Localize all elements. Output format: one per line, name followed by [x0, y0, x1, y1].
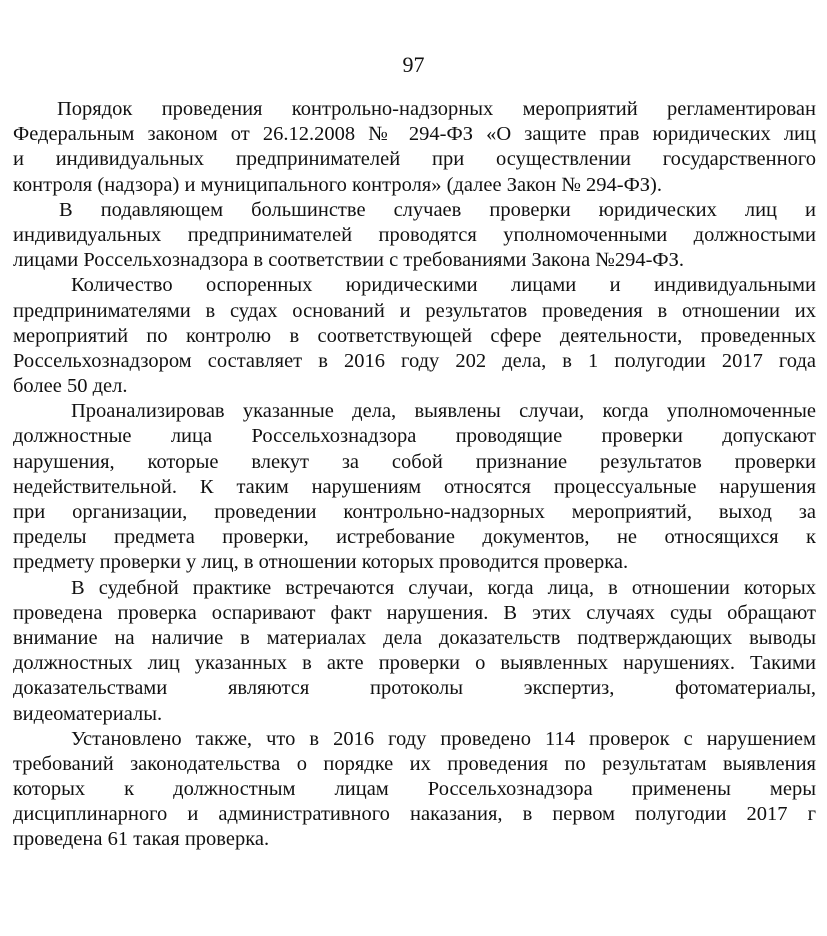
text-line: В подавляющем большинстве случаев проверки юридических лиц и	[59, 198, 816, 221]
text-line: при организации, проведении контрольно-надзорных мероприятий, выход за	[13, 501, 816, 523]
text-line: должностные лица Россельхознадзора проводящие проверки допускают	[13, 425, 816, 448]
text-line: Порядок проведения контрольно-надзорных мероприятий регламентирован	[57, 98, 816, 120]
paragraph-4	[13, 399, 816, 575]
text-line: дисциплинарного и административного наказания, в первом полугодии 2017 г	[13, 803, 816, 826]
text-line: В судебной практике встречаются случаи, когда лица, в отношении которых	[71, 576, 816, 599]
text-line: контроля (надзора) и муниципального контроля» (далее Закон № 294-ФЗ).	[13, 173, 663, 196]
paragraph-2	[13, 198, 816, 274]
text-line: требований законодательства о порядке их проведения по результатам выявления	[13, 752, 816, 775]
text-line: предмету проверки у лиц, в отношении которых проводится проверка.	[13, 551, 629, 574]
text-line: Установлено также, что в 2016 году проведено 114 проверок с нарушением	[71, 727, 816, 750]
text-line: предпринимателями в судах оснований и результатов проведения в отношении их	[13, 299, 816, 322]
text-line: лицами Россельхознадзора в соответствии с требованиями Закона №294-ФЗ.	[13, 249, 685, 272]
document-body	[13, 97, 816, 853]
text-line: Федеральным законом от 26.12.2008 № 294-ФЗ «О защите прав юридических лиц	[13, 123, 816, 146]
text-line: более 50 дел.	[13, 375, 128, 398]
text-line: и индивидуальных предпринимателей при осуществлении государственного	[13, 148, 816, 171]
text-line: пределы предмета проверки, истребование документов, не относящихся к	[13, 526, 816, 549]
text-line: должностных лиц указанных в акте проверки о выявленных нарушениях. Такими	[13, 652, 816, 675]
text-line: видеоматериалы.	[13, 702, 163, 725]
text-line: проведена проверка оспаривают факт нарушения. В этих случаях суды обращают	[13, 601, 816, 624]
text-line: Количество оспоренных юридическими лицами и индивидуальными	[71, 274, 816, 297]
paragraph-1	[13, 97, 816, 198]
text-line: мероприятий по контролю в соответствующей сфере деятельности, проведенных	[13, 324, 816, 347]
text-line: проведена 61 такая проверка.	[13, 828, 270, 851]
paragraph-3	[13, 273, 816, 399]
text-line: которых к должностным лицам Россельхознадзора применены меры	[13, 778, 816, 801]
text-line: доказательствами являются протоколы экспертиз, фотоматериалы,	[13, 677, 816, 700]
paragraph-5	[13, 576, 816, 727]
text-line: Проанализировав указанные дела, выявлены случаи, когда уполномоченные	[71, 400, 816, 423]
text-line: недействительной. К таким нарушениям относятся процессуальные нарушения	[13, 475, 816, 498]
text-line: внимание на наличие в материалах дела доказательств подтверждающих выводы	[13, 626, 816, 649]
text-line: индивидуальных предпринимателей проводятся уполномоченными должностыми	[13, 223, 816, 246]
page-number: 97	[402, 52, 425, 77]
paragraph-6	[13, 727, 816, 853]
text-line: Россельхознадзором составляет в 2016 году 202 дела, в 1 полугодии 2017 года	[13, 349, 816, 372]
text-line: нарушения, которые влекут за собой признание результатов проверки	[13, 450, 816, 473]
